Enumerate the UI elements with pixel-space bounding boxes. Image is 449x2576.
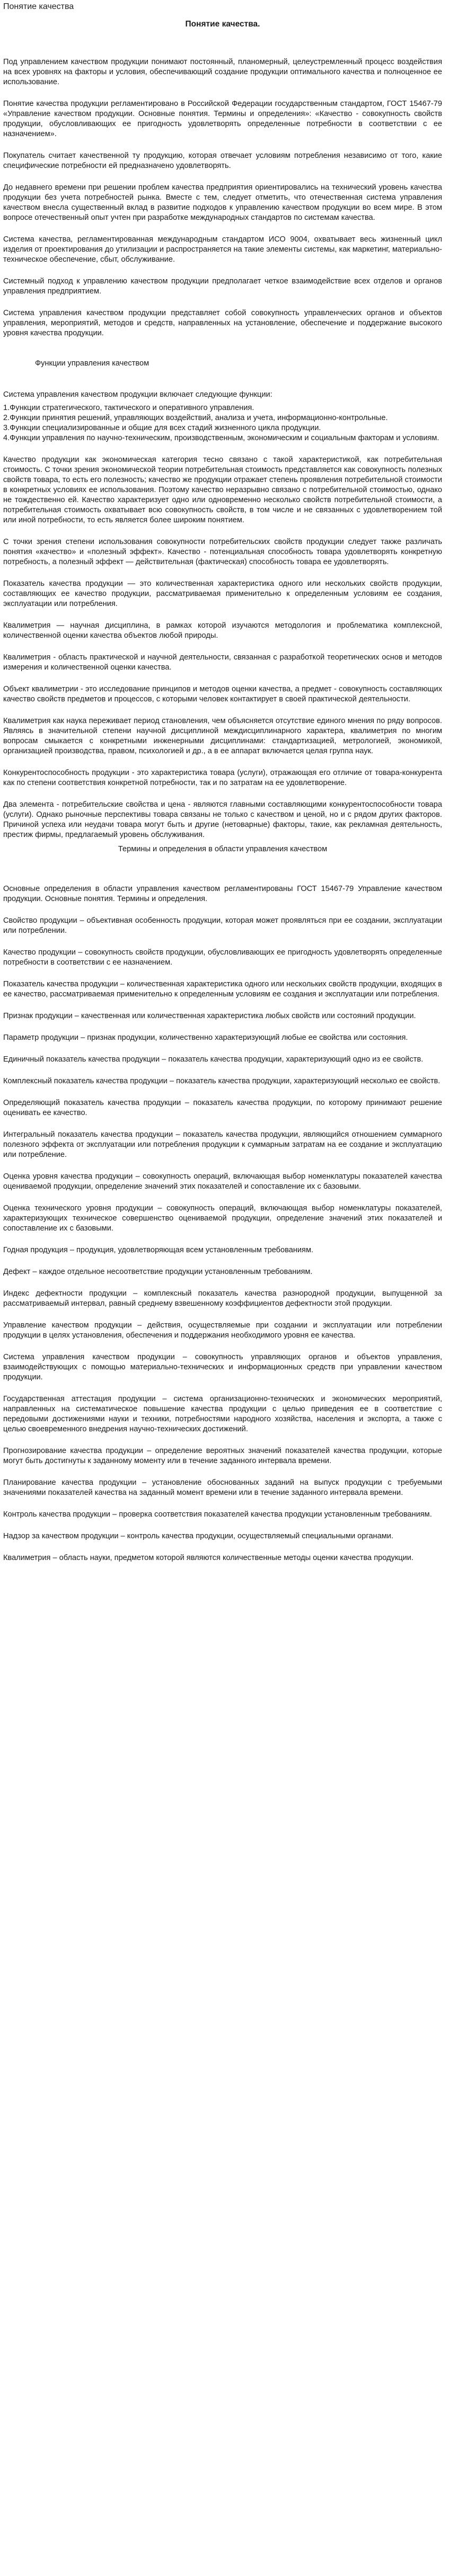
paragraph: С точки зрения степени использования совокупности потребительских свойств продукции следует также различать понятия «качество» и «полезный эффект». Качество - потенциальная способность товара удовлетворять конкретную потребность, а полезный эффект — действительная (фактическая) способность товара ее удовлетворять. (3, 538, 442, 566)
paragraph: Понятие качества продукции регламентировано в Российской Федерации государственным стандартом, ГОСТ 15467-79 «Управление качеством продукции. Основные понятия. Термины и определения»: «Качество - совокупность свойств продукции, обусловливающих ее пригодность удовлетворять определенные потребности в соответствии с ее назначением». (3, 100, 442, 138)
document-body (3, 19, 442, 1575)
functions-list (3, 403, 442, 443)
paragraph: Два элемента - потребительские свойства и цена - являются главными составляющими конкурентоспособности товара (услуги). Однако рыночные перспективы товара связаны не только с качеством и ценой, но и с рядом других факторов. Причиной успеха или неудачи товара могут быть и другие (нетоварные) факторы, такие, как рекламная деятельность, престиж фирмы, предлагаемый уровень обслуживания. (3, 800, 442, 839)
functions-section (3, 390, 442, 443)
paragraph: Государственная аттестация продукции – система организационно-технических и экономических мероприятий, направленных на систематическое повышение качества продукции с целью приведения ее в соответствие с передовыми достижениями науки и техники, потребностями народного хозяйства, населения и экспорта, а также с целью своевременного внедрения научно-технических достижений. (3, 1395, 442, 1433)
paragraph: Планирование качества продукции – установление обоснованных заданий на выпуск продукции с требуемыми значениями показателей качества на заданный момент времени или в течение заданного интервала времени. (3, 1478, 442, 1497)
paragraph: Параметр продукции – признак продукции, количественно характеризующий любые ее свойства или состояния. (3, 1033, 408, 1042)
paragraph: Определяющий показатель качества продукции – показатель качества продукции, по которому принимают решение оценивать ее качество. (3, 1099, 442, 1117)
paragraph: Показатель качества продукции – количественная характеристика одного или нескольких свойств продукции, входящих в ее качество, рассматриваемая применительно к определенным условиям ее создания и эксплуатации или потребления. (3, 980, 442, 999)
functions-heading: Функции управления качеством (35, 359, 149, 368)
paragraph: Квалиметрия как наука переживает период становления, чем объясняется отсутствие единого мнения по ряду вопросов. Являясь в значительной степени научной дисциплиной междисциплинарного характера, квалиметрия по многим вопросам смыкается с конкретными инженерными дисциплинами: стандартизацией, метрологией, экономикой, организацией производства, правом, психологией и др., а в ее аппарат включается целая группа наук. (3, 717, 442, 755)
document-heading: Понятие качества. (185, 20, 260, 29)
paragraph: Годная продукция – продукция, удовлетворяющая всем установленным требованиям. (3, 1246, 314, 1254)
paragraph: Комплексный показатель качества продукции – показатель качества продукции, характеризующий несколько ее свойств. (3, 1077, 441, 1085)
paragraph: Признак продукции – качественная или количественная характеристика любых свойств или состояний продукции. (3, 1012, 416, 1020)
paragraph: Под управлением качеством продукции понимают постоянный, планомерный, целеустремленный процесс воздействия на всех уровнях на факторы и условия, обеспечивающий создание продукции оптимального качества и полноценное ее использование. (3, 58, 442, 86)
list-item: 1.Функции стратегического, тактического и оперативного управления. (3, 404, 254, 412)
intro-section (3, 57, 442, 338)
paragraph: Управление качеством продукции – действия, осуществляемые при создании и эксплуатации или потреблении продукции в целях установления, обеспечения и поддержания необходимого уровня ее качества. (3, 1321, 442, 1340)
terms-section (3, 884, 442, 1563)
paragraph: Квалиметрия - область практической и научной деятельности, связанная с разработкой теоретических основ и методов измерения и количественной оценки качества. (3, 653, 442, 672)
list-item: 4.Функции управления по научно-техническим, производственным, экономическим и социальным факторам и условиям. (3, 434, 439, 442)
paragraph: Объект квалиметрии - это исследование принципов и методов оценки качества, а предмет - совокупность составляющих качество свойств предметов и процессов, с которыми человек контактирует в своей практической деятельности. (3, 685, 442, 703)
paragraph: Надзор за качеством продукции – контроль качества продукции, осуществляемый специальными органами. (3, 1532, 393, 1540)
paragraph: Покупатель считает качественной ту продукцию, которая отвечает условиям потребления независимо от того, какие специфические потребности ей предназначено удовлетворять. (3, 151, 442, 170)
paragraph: Качество продукции – совокупность свойств продукции, обусловливающих ее пригодность удовлетворять определенные потребности в соответствии с ее назначением. (3, 948, 442, 967)
paragraph: Прогнозирование качества продукции – определение вероятных значений показателей качества продукции, которые могут быть достигнуты к заданному моменту или в течение заданного интервала времени. (3, 1447, 442, 1465)
paragraph: Конкурентоспособность продукции - это характеристика товара (услуги), отражающая его отличие от товара-конкурента как по степени соответствия конкретной потребности, так и по затратам на ее удовлетворение. (3, 769, 442, 787)
paragraph: Система качества, регламентированная международным стандартом ИСО 9004, охватывает весь жизненный цикл изделия от проектирования до утилизации и распространяется на такие элементы системы, как маркетинг, материально-техническое обеспечение, сбыт, обслуживание. (3, 235, 442, 264)
paragraph: Оценка технического уровня продукции – совокупность операций, включающая выбор номенклатуры показателей, характеризующих техническое совершенство оцениваемой продукции, определение значений этих показателей и сопоставление их с базовыми. (3, 1204, 442, 1233)
paragraph: Качество продукции как экономическая категория тесно связано с такой характеристикой, как потребительная стоимость. С точки зрения экономической теории потребительная стоимость представляется как совокупность полезных свойств товара, то есть его полезность; качество же продукции отражает степень проявления потребительной стоимости в конкретных условиях ее использования. Поэтому качество неразрывно связано с потребительной стоимостью, однако не тождественно ей. Качество характеризует одно или одновременно несколько свойств потребительной стоимости, а потребительная стоимость охватывает всю совокупность свойств, в том числе и не связанных с удовлетворением той или иной потребности, то есть является более широким понятием. (3, 456, 442, 524)
list-item: 3.Функции специализированные и общие для всех стадий жизненного цикла продукции. (3, 424, 321, 432)
paragraph: Индекс дефектности продукции – комплексный показатель качества разнородной продукции, выпущенной за рассматриваемый интервал, равный среднему взвешенному коэффициентов дефектности этой продукции. (3, 1289, 442, 1308)
functions-intro: Система управления качеством продукции включает следующие функции: (3, 390, 272, 399)
paragraph: Контроль качества продукции – проверка соответствия показателей качества продукции установленным требованиям. (3, 1510, 432, 1519)
paragraph: Квалиметрия – область науки, предметом которой являются количественные методы оценки качества продукции. (3, 1554, 413, 1562)
paragraph: До недавнего времени при решении проблем качества предприятия ориентировались на технический уровень качества продукции без учета потребностей рынка. Вместе с тем, следует отметить, что отечественная система управления качеством внесла существенный вклад в развитие подходов к управлению качеством продукции во всем мире. В этом вопросе отечественный опыт учтен при разработке международных стандартов по системам качества. (3, 183, 442, 222)
paragraph: Квалиметрия — научная дисциплина, в рамках которой изучаются методология и проблематика комплексной, количественной оценки качества объектов любой природы. (3, 621, 442, 640)
body-section (3, 455, 442, 840)
paragraph: Системный подход к управлению качеством продукции предполагает четкое взаимодействие всех отделов и органов управления предприятием. (3, 277, 442, 296)
list-item: 2.Функции принятия решений, управляющих воздействий, анализа и учета, информационно-контрольные. (3, 414, 388, 422)
paragraph: Система управления качеством продукции – совокупность управляющих органов и объектов управления, взаимодействующих с помощью материально-технических и информационных средств при управлении качеством продукции. (3, 1353, 442, 1381)
paragraph: Показатель качества продукции — это количественная характеристика одного или нескольких свойств продукции, составляющих ее качество продукции, рассматриваемая применительно к определенным условиям ее создания, эксплуатации или потребления. (3, 580, 442, 608)
paragraph: Единичный показатель качества продукции – показатель качества продукции, характеризующий одно из ее свойств. (3, 1055, 424, 1064)
paragraph: Свойство продукции – объективная особенность продукции, которая может проявляться при ее создании, эксплуатации или потреблении. (3, 916, 442, 935)
paragraph: Основные определения в области управления качеством регламентированы ГОСТ 15467-79 Управление качеством продукции. Основные понятия. Термины и определения. (3, 885, 442, 903)
page-title: Понятие качества (3, 2, 74, 11)
paragraph: Оценка уровня качества продукции – совокупность операций, включающая выбор номенклатуры показателей качества оцениваемой продукции, определение значений этих показателей и сопоставление их с базовыми. (3, 1172, 442, 1191)
paragraph: Дефект – каждое отдельное несоответствие продукции установленным требованиям. (3, 1268, 313, 1276)
paragraph: Система управления качеством продукции представляет собой совокупность управленческих органов и объектов управления, мероприятий, методов и средств, направленных на установление, обеспечение и поддержание высокого уровня качества продукции. (3, 309, 442, 337)
terms-heading: Термины и определения в области управления качеством (118, 845, 328, 853)
paragraph: Интегральный показатель качества продукции – показатель качества продукции, являющийся отношением суммарного полезного эффекта от эксплуатации или потребления продукции к суммарным затратам на ее создание и эксплуатацию или потребление. (3, 1130, 442, 1159)
